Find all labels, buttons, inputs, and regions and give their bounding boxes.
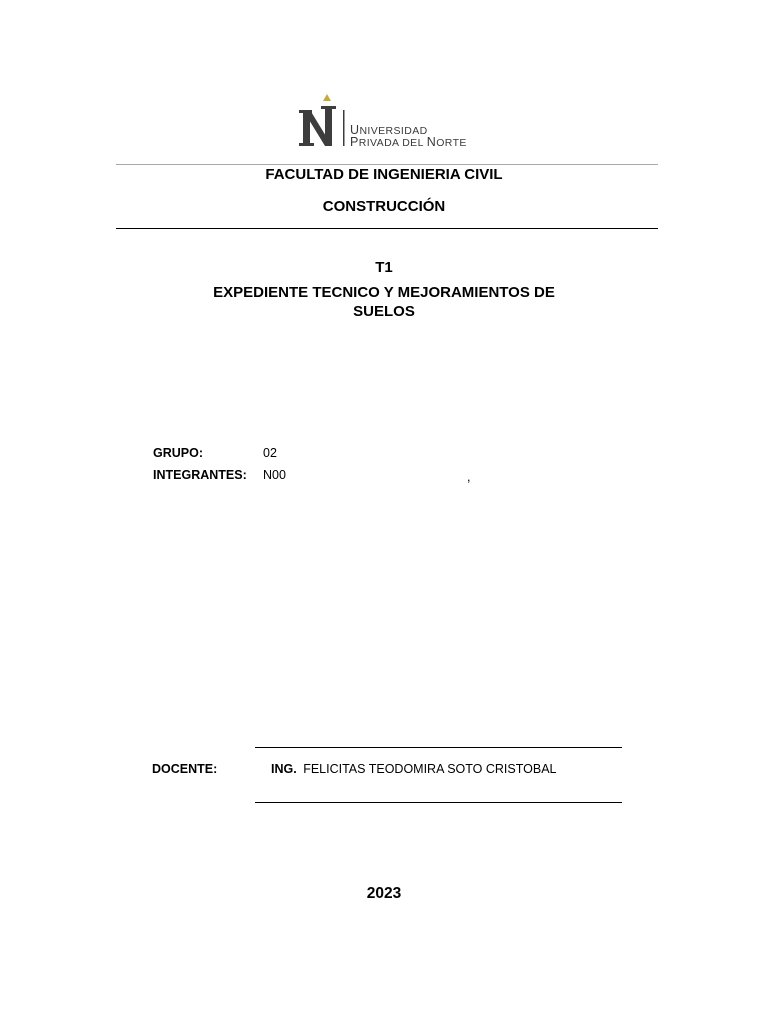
members-separator: , — [467, 470, 471, 484]
members-label: INTEGRANTES: — [153, 468, 247, 482]
teacher-bottom-line — [255, 802, 622, 803]
top-divider — [116, 164, 658, 165]
teacher-label: DOCENTE: — [152, 762, 218, 776]
teacher-title: ING. — [271, 762, 297, 776]
header-bottom-divider — [116, 228, 658, 229]
year: 2023 — [366, 885, 402, 902]
teacher-fullname: FELICITAS TEODOMIRA SOTO CRISTOBAL — [303, 762, 557, 776]
faculty-title: FACULTAD DE INGENIERIA CIVIL — [265, 166, 503, 183]
upn-n-logo-icon — [297, 92, 347, 150]
group-value: 02 — [263, 446, 277, 460]
teacher-name — [271, 762, 556, 776]
course-title: CONSTRUCCIÓN — [322, 198, 446, 215]
university-name: UNIVERSIDAD PRIVADA DEL NORTE — [350, 123, 467, 149]
university-logo — [297, 92, 487, 150]
assignment-title-line2: SUELOS — [353, 303, 415, 320]
members-value: N00 — [263, 468, 286, 482]
assignment-title-line1: EXPEDIENTE TECNICO Y MEJORAMIENTOS DE — [213, 284, 555, 301]
assignment-code: T1 — [375, 259, 393, 276]
group-label: GRUPO: — [153, 446, 203, 460]
teacher-top-line — [255, 747, 622, 748]
